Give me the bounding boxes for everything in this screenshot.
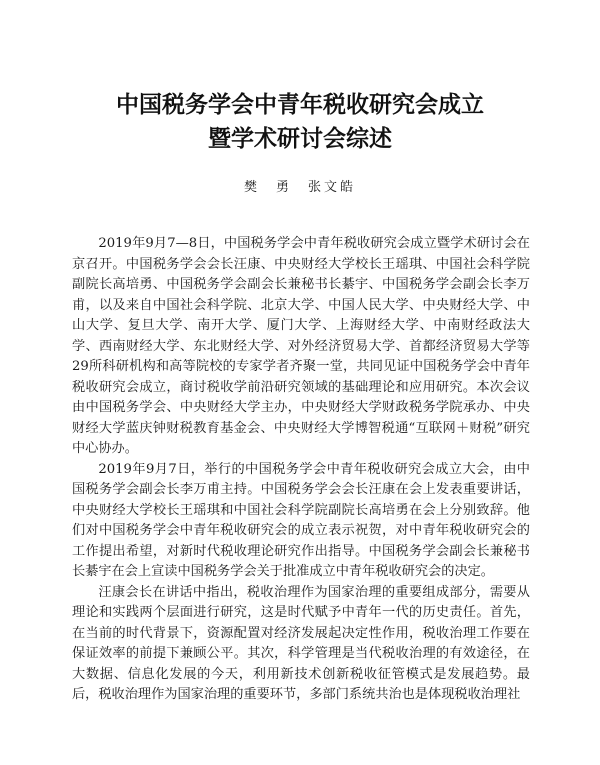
article-title-line-2: 暨学术研讨会综述 [208, 126, 392, 152]
article-authors: 樊 勇 张文皓 [243, 180, 356, 195]
article-title-line-1: 中国税务学会中青年税收研究会成立 [116, 92, 484, 118]
article-title [0, 88, 600, 156]
article-body [72, 234, 530, 706]
paragraph-3: 汪康会长在讲话中指出，税收治理作为国家治理的重要组成部分，需要从理论和实践两个层面进行研究，这是时代赋予中青年一代的历史责任。首先，在当前的时代背景下，资源配置对经济发展起决定性作用，税收治理工作要在保证效率的前提下兼顾公平。其次，科学管理是当代税收治理的有效途径，在大数据、信息化发展的今天，利用新技术创新税收征管模式是发展趋势。最后，税收治理作为国家治理的重要环节，多部门系统共治也是体现税收治理社 [72, 584, 530, 702]
paragraph-2: 2019年9月7日，举行的中国税务学会中青年税收研究会成立大会，由中国税务学会副会长李万甫主持。中国税务学会会长汪康在会上发表重要讲话，中央财经大学校长王瑶琪和中国社会科学院副院长高培勇在会上分别致辞。他们对中国税务学会中青年税收研究会的成立表示祝贺，对中青年税收研究会的工作提出希望，对新时代税收理论研究作出指导。中国税务学会副会长兼秘书长綦宇在会上宣读中国税务学会关于批准成立中青年税收研究会的决定。 [72, 461, 530, 579]
paragraph-1: 2019年9月7—8日，中国税务学会中青年税收研究会成立暨学术研讨会在京召开。中国税务学会会长汪康、中央财经大学校长王瑶琪、中国社会科学院副院长高培勇、中国税务学会副会长兼秘书长綦宇、中国税务学会副会长李万甫，以及来自中国社会科学院、北京大学、中国人民大学、中央财经大学、中山大学、复旦大学、南开大学、厦门大学、上海财经大学、中南财经政法大学、西南财经大学、东北财经大学、对外经济贸易大学、首都经济贸易大学等29所科研机构和高等院校的专家学者齐聚一堂，共同见证中国税务学会中青年税收研究会成立，商讨税收学前沿研究领域的基础理论和应用研究。本次会议由中国税务学会、中央财经大学主办，中央财经大学财政税务学院承办、中央财经大学蓝庆钟财税教育基金会、中央财经大学博智税通“互联网＋财税”研究中心协办。 [72, 236, 530, 456]
